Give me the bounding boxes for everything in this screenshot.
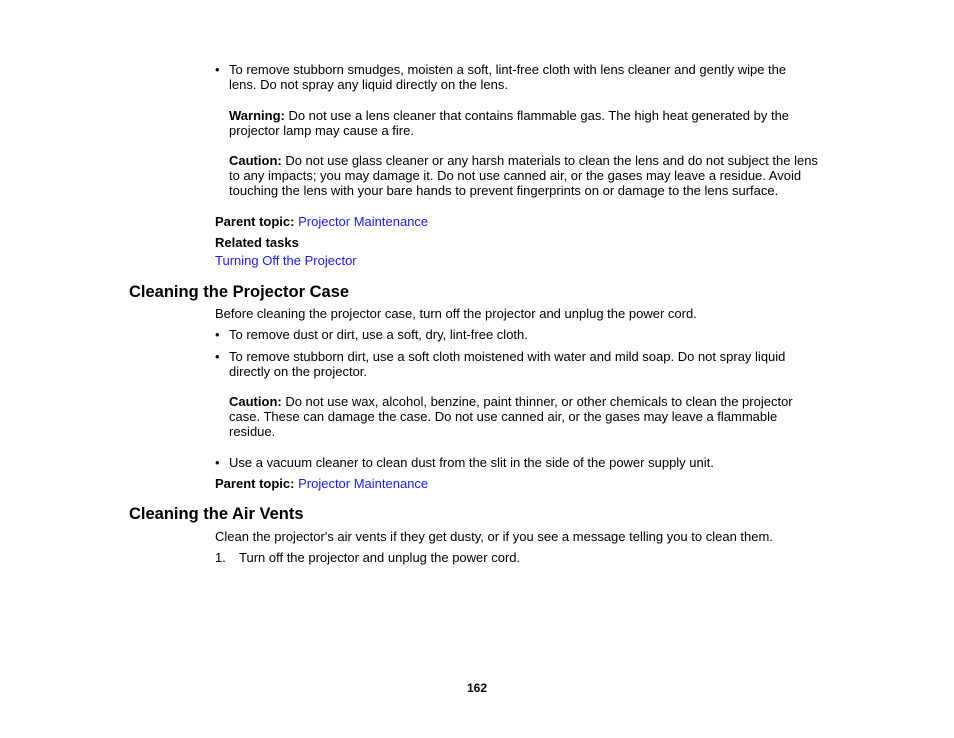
projector-maintenance-link[interactable]: Projector Maintenance: [298, 476, 429, 491]
cleaning-air-vents-heading: Cleaning the Air Vents: [129, 505, 304, 523]
bullet-marker: •: [215, 62, 220, 77]
case-caution-note: [229, 394, 804, 439]
turning-off-projector-link[interactable]: Turning Off the Projector: [215, 253, 357, 268]
air-vents-intro-text: Clean the projector's air vents if they get dusty, or if you see a message telling you to clean them.: [215, 529, 773, 544]
case-dust-bullet: To remove dust or dirt, use a soft, dry, lint-free cloth.: [229, 327, 528, 342]
caution-text: Do not use glass cleaner or any harsh materials to clean the lens and do not subject the lens to any impacts; you may damage it. Do not use canned air, or the gases may leave a residue. Avoid touching the lens with your bare hands to prevent fingerprints on or damage to the lens surface.: [229, 153, 818, 198]
related-tasks-label: [215, 235, 835, 250]
lens-smudge-bullet: To remove stubborn smudges, moisten a soft, lint-free cloth with lens cleaner and gently wipe the lens. Do not spray any liquid directly on the lens.: [229, 62, 787, 92]
lens-warning-note: [229, 108, 804, 138]
caution-label: Caution:: [229, 153, 282, 168]
parent-topic-line: [215, 476, 835, 491]
projector-maintenance-link[interactable]: Projector Maintenance: [298, 214, 429, 229]
step-text: Turn off the projector and unplug the power cord.: [239, 550, 521, 565]
caution-label: Caution:: [229, 394, 282, 409]
case-vacuum-bullet: Use a vacuum cleaner to clean dust from the slit in the side of the power supply unit.: [229, 455, 714, 470]
caution-text: Do not use wax, alcohol, benzine, paint thinner, or other chemicals to clean the projector case. These can damage the case. Do not use canned air, or the gases may leave a flammable residue.: [229, 394, 793, 439]
case-intro-text: Before cleaning the projector case, turn off the projector and unplug the power cord.: [215, 306, 697, 321]
parent-topic-label: Parent topic:: [215, 476, 295, 491]
parent-topic-line: [215, 214, 835, 229]
related-tasks-text: Related tasks: [215, 235, 299, 250]
warning-text: Do not use a lens cleaner that contains flammable gas. The high heat generated by the projector lamp may cause a fire.: [229, 108, 790, 138]
related-tasks-line: [215, 253, 835, 268]
bullet-marker: •: [215, 349, 220, 364]
bullet-marker: •: [215, 455, 220, 470]
page-number: 162: [466, 681, 488, 695]
step-number: 1.: [215, 550, 226, 565]
case-stubborn-dirt-bullet: To remove stubborn dirt, use a soft cloth moistened with water and mild soap. Do not spray liquid directly on the projector.: [229, 349, 786, 379]
cleaning-projector-case-heading: Cleaning the Projector Case: [129, 283, 350, 301]
warning-label: Warning:: [229, 108, 285, 123]
lens-caution-note: [229, 153, 827, 198]
parent-topic-label: Parent topic:: [215, 214, 295, 229]
bullet-marker: •: [215, 327, 220, 342]
